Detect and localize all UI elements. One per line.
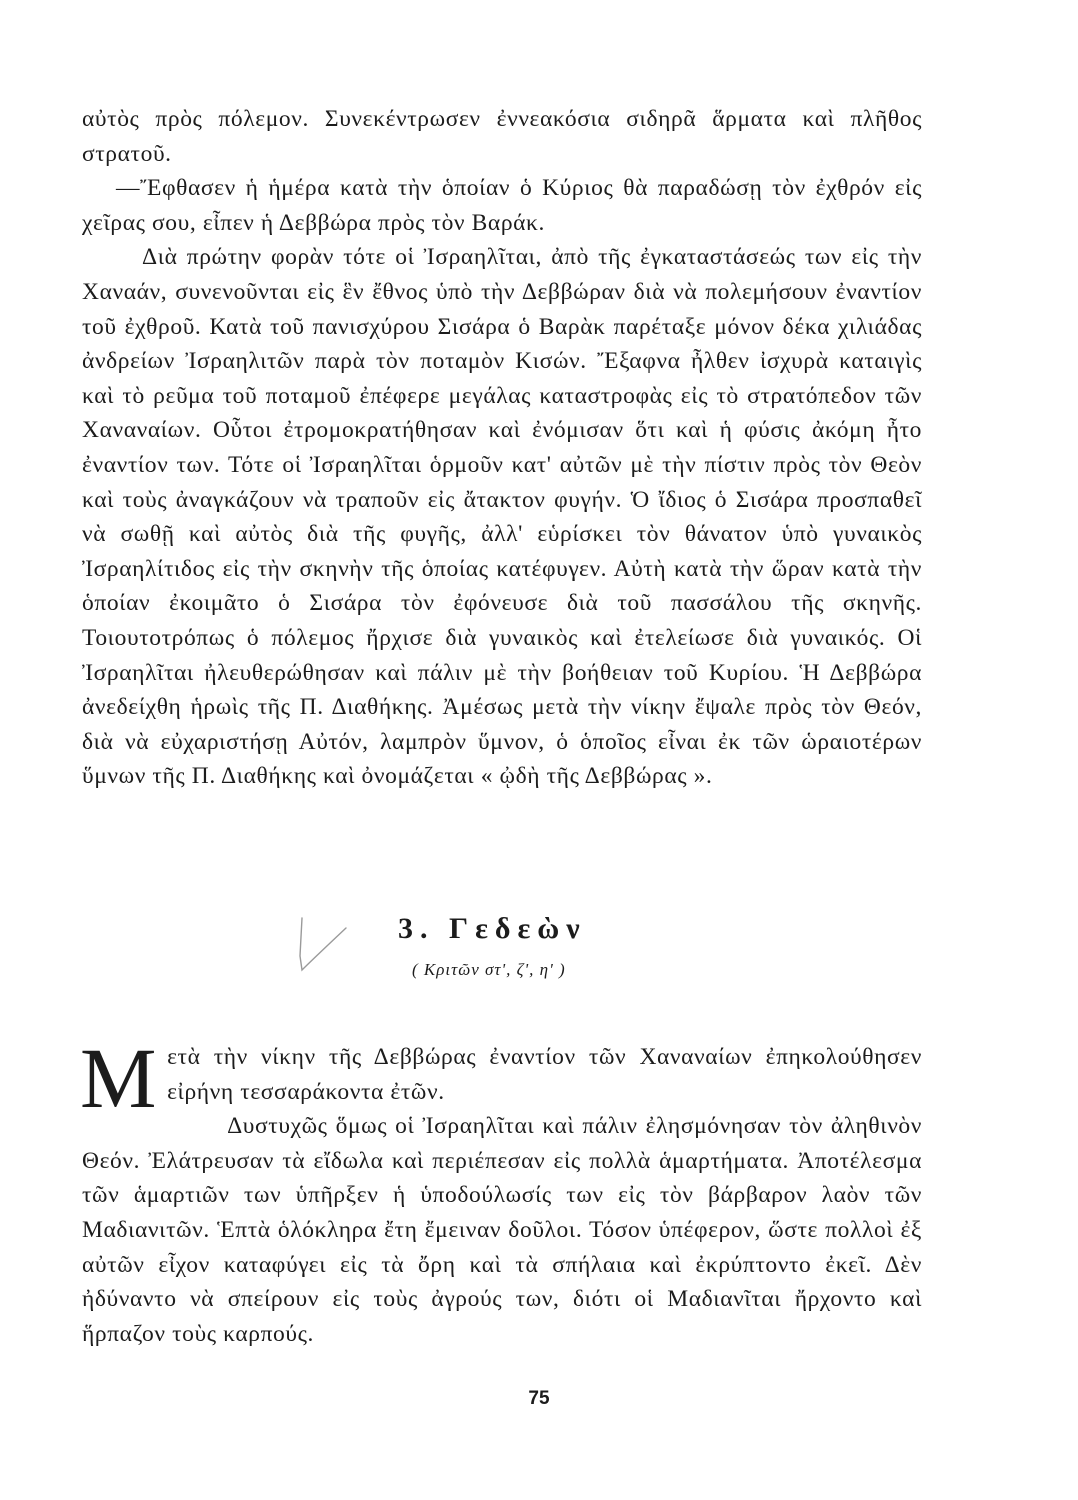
paragraph-battle: Διὰ πρώτην φορὰν τότε οἱ Ἰσραηλῖται, ἀπὸ τῆς ἐγκαταστάσεώς των εἰς τὴν Χαναάν, συνενοῦνται εἰς ἓν ἔθνος ὑπὸ τὴν Δεββώραν διὰ νὰ πολεμήσουν ἐναντίον τοῦ ἐχθροῦ. Κατὰ τοῦ πανισχύρου Σισάρα ὁ Βαρὰκ παρέταξε μόνον δέκα χιλιάδας ἀνδρείων Ἰσραηλιτῶν παρὰ τὸν ποταμὸν Κισών. Ἔξαφνα ἦλθεν ἰσχυρὰ καταιγὶς καὶ τὸ ρεῦμα τοῦ ποταμοῦ ἐπέφερε μεγάλας καταστροφὰς εἰς τὸ στρατόπεδον τῶν Χαναναίων. Οὗτοι ἐτρομοκρατήθησαν καὶ ἐνόμισαν ὅτι καὶ ἡ φύσις ἀκόμη ἦτο ἐναντίον των. Τότε οἱ Ἰσραηλῖται ὁρμοῦν κατ' αὐτῶν μὲ τὴν πίστιν πρὸς τὸν Θεὸν καὶ τοὺς ἀναγκάζουν νὰ τραποῦν εἰς ἄτακτον φυγήν. Ὁ ἴδιος ὁ Σισάρα προσπαθεῖ νὰ σωθῇ καὶ αὐτὸς διὰ τῆς φυγῆς, ἀλλ' εὑρίσκει τὸν θάνατον ὑπὸ γυναικὸς Ἰσραηλίτιδος εἰς τὴν σκηνὴν τῆς ὁποίας κατέφυγεν. Αὐτὴ κατὰ τὴν ὥραν κατὰ τὴν ὁποίαν ἐκοιμᾶτο ὁ Σισάρα τὸν ἐφόνευσε διὰ τοῦ πασσάλου τῆς σκηνῆς. Τοιουτοτρόπως ὁ πόλεμος ἤρχισε διὰ γυναικὸς καὶ ἐτελείωσε διὰ γυναικός. Οἱ Ἰσραηλῖται ἠλευθερώθησαν καὶ πάλιν μὲ τὴν βοήθειαν τοῦ Κυρίου. Ἡ Δεββώρα ἀνεδείχθη ἡρωὶς τῆς Π. Διαθήκης. Ἀμέσως μετὰ τὴν νίκην ἔψαλε πρὸς τὸν Θεόν, διὰ νὰ εὐχαριστήσῃ Αὐτόν, λαμπρὸν ὕμνον, ὁ ὁποῖος εἶναι ἐκ τῶν ὡραιοτέρων ὕμνων τῆς Π. Διαθήκης καὶ ὀνομάζεται « ᾠδὴ τῆς Δεββώρας ».: [82, 244, 922, 790]
pencil-check-mark: [292, 908, 352, 988]
section-reference: ( Κριτῶν στ', ζ', η' ): [412, 960, 566, 979]
opening-text: ετὰ τὴν νίκην τῆς Δεββώρας ἐναντίον τῶν Χαναναίων ἐπηκολούθησεν εἰρήνη τεσσαράκοντα ἐτῶν.: [167, 1044, 922, 1105]
top-text-block: [82, 102, 922, 794]
drop-cap: Μ: [80, 1030, 158, 1126]
section-title: 3. Γεδεὼν: [398, 912, 587, 945]
paragraph-opening: [80, 1030, 922, 1126]
paragraph-midianites: Δυστυχῶς ὅμως οἱ Ἰσραηλῖται καὶ πάλιν ἐλησμόνησαν τὸν ἀληθινὸν Θεόν. Ἐλάτρευσαν τὰ εἴδωλα καὶ περιέπεσαν εἰς πολλὰ ἁμαρτήματα. Ἀποτέλεσμα τῶν ἁμαρτιῶν των ὑπῆρξεν ἡ ὑποδούλωσίς των εἰς τὸν βάρβαρον λαὸν τῶν Μαδιανιτῶν. Ἑπτὰ ὁλόκληρα ἔτη ἔμειναν δοῦλοι. Τόσον ὑπέφερον, ὥστε πολλοὶ ἐξ αὐτῶν εἶχον καταφύγει εἰς τὰ ὄρη καὶ τὰ σπήλαια καὶ ἐκρύπτοντο ἐκεῖ. Δὲν ἠδύναντο νὰ σπείρουν εἰς τοὺς ἀγρούς των, διότι οἱ Μαδιανῖται ἤρχοντο καὶ ἥρπαζον τοὺς καρπούς.: [82, 1113, 922, 1347]
paragraph-dialogue: —Ἔφθασεν ἡ ἡμέρα κατὰ τὴν ὁποίαν ὁ Κύριος θὰ παραδώσῃ τὸν ἐχθρόν εἰς χεῖρας σου, εἶπεν ἡ Δεββώρα πρὸς τὸν Βαράκ.: [82, 175, 922, 236]
bottom-text-block: [80, 1030, 922, 1351]
paragraph-continued: αὐτὸς πρὸς πόλεμον. Συνεκέντρωσεν ἐννεακόσια σιδηρᾶ ἅρματα καὶ πλῆθος στρατοῦ.: [82, 106, 922, 167]
page-number: 75: [528, 1388, 550, 1409]
